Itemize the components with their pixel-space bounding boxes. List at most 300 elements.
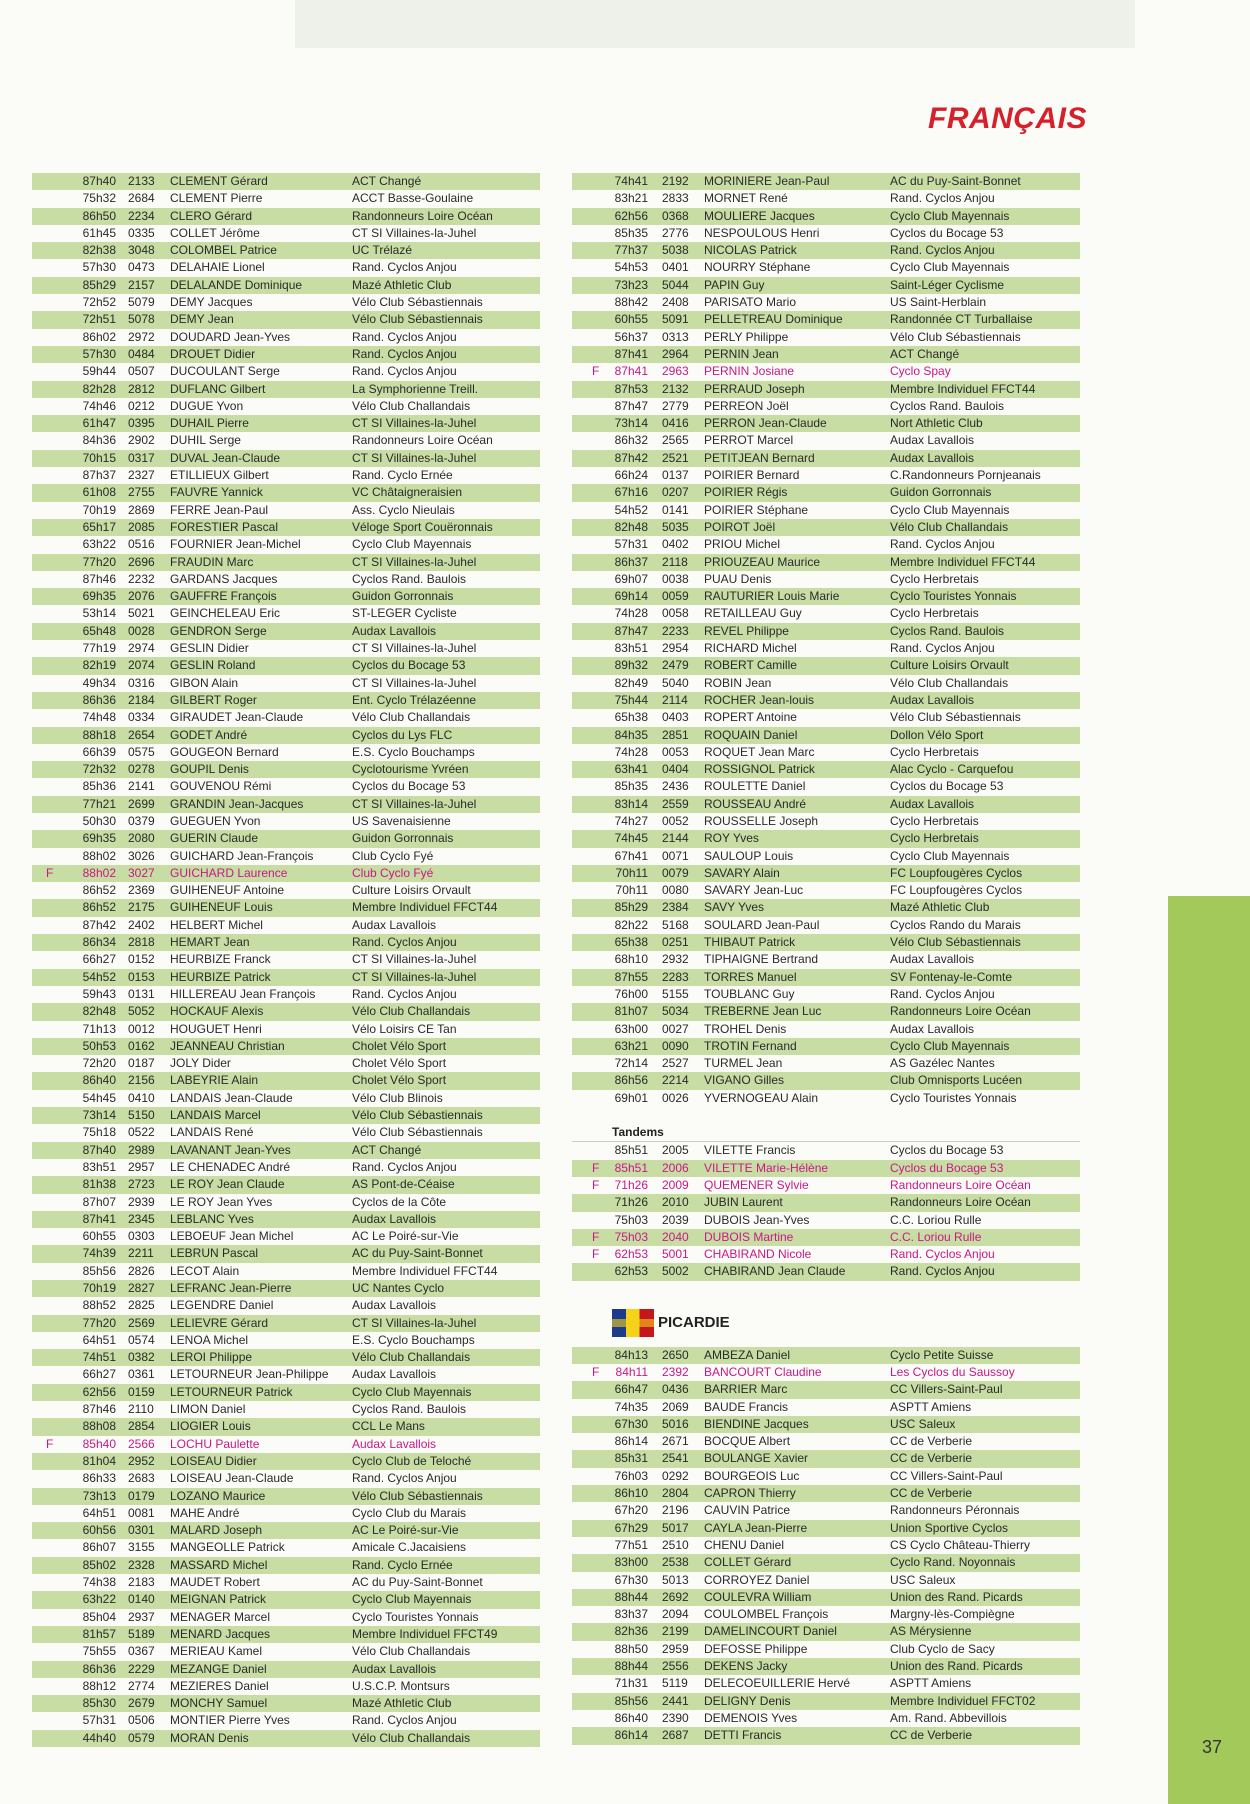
time-cell: 86h14 xyxy=(614,1434,648,1449)
time-cell: 86h07 xyxy=(82,1540,116,1555)
club-cell: Audax Lavallois xyxy=(352,1661,437,1676)
bib-cell: 2039 xyxy=(662,1212,689,1227)
time-cell: 67h30 xyxy=(614,1572,648,1587)
club-cell: Guidon Gorronnais xyxy=(890,485,992,500)
table-row xyxy=(32,969,540,986)
table-row xyxy=(572,1177,1080,1194)
bib-cell: 5091 xyxy=(662,312,689,327)
bib-cell: 0159 xyxy=(128,1384,155,1399)
club-cell: Cyclos du Bocage 53 xyxy=(890,1160,1004,1175)
bib-cell: 2076 xyxy=(128,589,155,604)
club-cell: Culture Loisirs Orvault xyxy=(890,658,1009,673)
club-cell: Amicale C.Jacaisiens xyxy=(352,1540,467,1555)
club-cell: CT SI Villaines-la-Juhel xyxy=(352,1315,477,1330)
bib-cell: 2183 xyxy=(128,1575,155,1590)
bib-cell: 2184 xyxy=(128,692,155,707)
club-cell: Saint-Léger Cyclisme xyxy=(890,277,1005,292)
time-cell: 82h19 xyxy=(82,658,116,673)
club-cell: Rand. Cyclos Anjou xyxy=(352,364,457,379)
club-cell: ACCT Basse-Goulaine xyxy=(352,191,474,206)
name-cell: ROUSSEAU André xyxy=(704,796,807,811)
club-cell: Mazé Athletic Club xyxy=(352,1696,452,1711)
time-cell: 85h56 xyxy=(614,1693,648,1708)
time-cell: 61h45 xyxy=(82,225,116,240)
bib-cell: 2902 xyxy=(128,433,155,448)
table-row xyxy=(32,259,540,276)
bib-cell: 2679 xyxy=(128,1696,155,1711)
table-row xyxy=(572,1520,1080,1537)
bib-cell: 2851 xyxy=(662,727,689,742)
club-cell: CT SI Villaines-la-Juhel xyxy=(352,416,477,431)
time-cell: 67h29 xyxy=(614,1520,648,1535)
table-row xyxy=(572,1416,1080,1433)
bib-cell: 2952 xyxy=(128,1453,155,1468)
table-row xyxy=(32,1626,540,1643)
table-row xyxy=(32,1038,540,1055)
name-cell: FORESTIER Pascal xyxy=(170,519,279,534)
table-row xyxy=(572,1485,1080,1502)
name-cell: TOUBLANC Guy xyxy=(704,986,795,1001)
time-cell: 66h24 xyxy=(614,468,648,483)
name-cell: DUHIL Serge xyxy=(170,433,241,448)
name-cell: MENARD Jacques xyxy=(170,1626,271,1641)
bib-cell: 5044 xyxy=(662,277,689,292)
table-row xyxy=(572,657,1080,674)
bib-cell: 2696 xyxy=(128,554,155,569)
table-row xyxy=(32,1021,540,1038)
time-cell: 65h48 xyxy=(82,623,116,638)
name-cell: GUICHARD Jean-François xyxy=(170,848,314,863)
time-cell: 63h22 xyxy=(82,1592,116,1607)
bib-cell: 3155 xyxy=(128,1540,155,1555)
name-cell: MONCHY Samuel xyxy=(170,1696,268,1711)
bib-cell: 0516 xyxy=(128,537,155,552)
table-row xyxy=(572,363,1080,380)
club-cell: CC Villers-Saint-Paul xyxy=(890,1382,1003,1397)
club-cell: Cyclo Herbretais xyxy=(890,744,979,759)
time-cell: 83h14 xyxy=(614,796,648,811)
table-row xyxy=(572,1675,1080,1692)
time-cell: 86h37 xyxy=(614,554,648,569)
name-cell: RICHARD Michel xyxy=(704,641,797,656)
name-cell: DEMY Jean xyxy=(170,312,234,327)
name-cell: LENOA Michel xyxy=(170,1332,249,1347)
bib-cell: 2565 xyxy=(662,433,689,448)
table-row xyxy=(32,1401,540,1418)
club-cell: Cyclos du Bocage 53 xyxy=(890,1143,1004,1158)
bib-cell: 2833 xyxy=(662,191,689,206)
club-cell: Vélo Club Challandais xyxy=(352,1644,471,1659)
bib-cell: 5002 xyxy=(662,1264,689,1279)
table-row xyxy=(572,623,1080,640)
table-row xyxy=(32,173,540,190)
time-cell: 75h55 xyxy=(82,1644,116,1659)
bib-cell: 0162 xyxy=(128,1038,155,1053)
table-row xyxy=(572,848,1080,865)
time-cell: 67h41 xyxy=(614,848,648,863)
time-cell: 87h41 xyxy=(614,364,648,379)
table-row xyxy=(572,1433,1080,1450)
name-cell: DEFOSSE Philippe xyxy=(704,1641,808,1656)
time-cell: 86h40 xyxy=(614,1710,648,1725)
table-row xyxy=(572,692,1080,709)
club-cell: Cyclo Petite Suisse xyxy=(890,1347,994,1362)
name-cell: LAVANANT Jean-Yves xyxy=(170,1142,291,1157)
table-row xyxy=(32,1453,540,1470)
bib-cell: 2854 xyxy=(128,1419,155,1434)
table-row xyxy=(32,363,540,380)
table-row xyxy=(32,432,540,449)
table-row xyxy=(572,311,1080,328)
tandems-heading: Tandems xyxy=(572,1124,1080,1142)
club-cell: Rand. Cyclos Anjou xyxy=(352,1471,457,1486)
table-row xyxy=(32,1055,540,1072)
name-cell: ROQUAIN Daniel xyxy=(704,727,798,742)
club-cell: Audax Lavallois xyxy=(352,623,437,638)
name-cell: DUHAIL Pierre xyxy=(170,416,249,431)
time-cell: 87h42 xyxy=(82,917,116,932)
time-cell: 83h51 xyxy=(82,1159,116,1174)
time-cell: 64h51 xyxy=(82,1505,116,1520)
table-row xyxy=(572,1537,1080,1554)
club-cell: Rand. Cyclos Anjou xyxy=(352,986,457,1001)
club-cell: AS Gazélec Nantes xyxy=(890,1056,995,1071)
bib-cell: 2402 xyxy=(128,917,155,932)
bib-cell: 2141 xyxy=(128,779,155,794)
club-cell: CC de Verberie xyxy=(890,1728,973,1743)
time-cell: 85h04 xyxy=(82,1609,116,1624)
name-cell: GODET André xyxy=(170,727,248,742)
name-cell: JOLY Dider xyxy=(170,1056,231,1071)
table-row xyxy=(572,1021,1080,1038)
time-cell: 74h28 xyxy=(614,606,648,621)
bib-cell: 0207 xyxy=(662,485,689,500)
header-band xyxy=(295,0,1135,48)
table-row xyxy=(572,1038,1080,1055)
time-cell: 82h38 xyxy=(82,243,116,258)
name-cell: DROUET Didier xyxy=(170,346,256,361)
club-cell: Cyclos de la Côte xyxy=(352,1194,447,1209)
time-cell: 73h14 xyxy=(82,1108,116,1123)
table-row xyxy=(572,432,1080,449)
table-row xyxy=(572,484,1080,501)
name-cell: BOURGEOIS Luc xyxy=(704,1468,800,1483)
club-cell: Vélo Club Sébastiennais xyxy=(352,1125,483,1140)
table-row xyxy=(32,1332,540,1349)
table-row xyxy=(32,951,540,968)
time-cell: 87h41 xyxy=(614,346,648,361)
club-cell: AS Pont-de-Céaise xyxy=(352,1177,455,1192)
table-row xyxy=(32,1557,540,1574)
time-cell: 87h46 xyxy=(82,571,116,586)
time-cell: 70h15 xyxy=(82,450,116,465)
bib-cell: 2233 xyxy=(662,623,689,638)
table-row xyxy=(572,1003,1080,1020)
table-row xyxy=(572,727,1080,744)
time-cell: 61h47 xyxy=(82,416,116,431)
time-cell: 88h44 xyxy=(614,1589,648,1604)
name-cell: HILLEREAU Jean François xyxy=(170,986,316,1001)
bib-cell: 2010 xyxy=(662,1195,689,1210)
bib-cell: 0071 xyxy=(662,848,689,863)
bib-cell: 2074 xyxy=(128,658,155,673)
club-cell: Véloge Sport Couëronnais xyxy=(352,519,493,534)
bib-cell: 0316 xyxy=(128,675,155,690)
time-cell: 87h47 xyxy=(614,623,648,638)
name-cell: GEINCHELEAU Eric xyxy=(170,606,281,621)
club-cell: CCL Le Mans xyxy=(352,1419,425,1434)
club-cell: Rand. Cyclos Anjou xyxy=(352,935,457,950)
bib-cell: 0058 xyxy=(662,606,689,621)
time-cell: 81h57 xyxy=(82,1626,116,1641)
table-row xyxy=(32,865,540,882)
table-row xyxy=(32,917,540,934)
club-cell: Cyclos du Bocage 53 xyxy=(352,779,466,794)
time-cell: 62h56 xyxy=(614,208,648,223)
name-cell: FOURNIER Jean-Michel xyxy=(170,537,301,552)
name-cell: BOCQUE Albert xyxy=(704,1434,791,1449)
bib-cell: 2556 xyxy=(662,1659,689,1674)
bib-cell: 0212 xyxy=(128,398,155,413)
bib-cell: 0473 xyxy=(128,260,155,275)
club-cell: AC du Puy-Saint-Bonnet xyxy=(352,1246,483,1261)
time-cell: 63h00 xyxy=(614,1021,648,1036)
table-row xyxy=(32,1142,540,1159)
bib-cell: 5040 xyxy=(662,675,689,690)
bib-cell: 0574 xyxy=(128,1332,155,1347)
time-cell: 54h52 xyxy=(614,502,648,517)
time-cell: 88h44 xyxy=(614,1659,648,1674)
table-row xyxy=(32,519,540,536)
table-row xyxy=(32,848,540,865)
bib-cell: 0334 xyxy=(128,710,155,725)
table-row xyxy=(572,1072,1080,1089)
name-cell: CLEMENT Pierre xyxy=(170,191,263,206)
time-cell: 84h35 xyxy=(614,727,648,742)
club-cell: Nort Athletic Club xyxy=(890,416,983,431)
bib-cell: 2214 xyxy=(662,1073,689,1088)
table-row xyxy=(572,1263,1080,1280)
bib-cell: 2156 xyxy=(128,1073,155,1088)
bib-cell: 2196 xyxy=(662,1503,689,1518)
picardie-flag-icon xyxy=(612,1309,654,1337)
table-row xyxy=(572,467,1080,484)
bib-cell: 2699 xyxy=(128,796,155,811)
table-row xyxy=(572,882,1080,899)
bib-cell: 2040 xyxy=(662,1229,689,1244)
table-row xyxy=(572,1450,1080,1467)
time-cell: 81h38 xyxy=(82,1177,116,1192)
time-cell: 70h19 xyxy=(82,1281,116,1295)
name-cell: COLLET Gérard xyxy=(704,1555,792,1570)
club-cell: Randonneurs Loire Océan xyxy=(890,1177,1031,1192)
time-cell: 74h27 xyxy=(614,813,648,828)
club-cell: ASPTT Amiens xyxy=(890,1676,972,1691)
results-column-left xyxy=(32,173,540,1747)
time-cell: 69h01 xyxy=(614,1090,648,1105)
club-cell: E.S. Cyclo Bouchamps xyxy=(352,744,475,759)
name-cell: LOCHU Paulette xyxy=(170,1436,260,1451)
table-row xyxy=(32,1488,540,1505)
table-row xyxy=(572,1468,1080,1485)
bib-cell: 0436 xyxy=(662,1382,689,1397)
club-cell: La Symphorienne Treill. xyxy=(352,381,479,396)
bib-cell: 0079 xyxy=(662,865,689,880)
table-row xyxy=(572,588,1080,605)
name-cell: DUBOIS Martine xyxy=(704,1229,794,1244)
sex-marker: F xyxy=(592,1229,600,1244)
table-row xyxy=(32,899,540,916)
table-row xyxy=(572,1055,1080,1072)
picardie-list xyxy=(572,1347,1080,1745)
table-row xyxy=(572,225,1080,242)
bib-cell: 2510 xyxy=(662,1537,689,1552)
table-row xyxy=(32,588,540,605)
name-cell: VIGANO Gilles xyxy=(704,1073,785,1088)
name-cell: JEANNEAU Christian xyxy=(170,1038,285,1053)
table-row xyxy=(32,1505,540,1522)
club-cell: Alac Cyclo - Carquefou xyxy=(890,762,1014,777)
name-cell: PERNIN Jean xyxy=(704,346,779,361)
name-cell: DUFLANC Gilbert xyxy=(170,381,266,396)
club-cell: Rand. Cyclos Anjou xyxy=(890,243,995,258)
bib-cell: 0401 xyxy=(662,260,689,275)
sex-marker: F xyxy=(592,1247,600,1262)
name-cell: TREBERNE Jean Luc xyxy=(704,1004,822,1019)
table-row xyxy=(572,415,1080,432)
time-cell: 67h30 xyxy=(614,1416,648,1431)
table-row xyxy=(32,502,540,519)
table-row xyxy=(32,986,540,1003)
name-cell: LEFRANC Jean-Pierre xyxy=(170,1281,292,1295)
club-cell: Randonnée CT Turballaise xyxy=(890,312,1033,327)
bib-cell: 2069 xyxy=(662,1399,689,1414)
bib-cell: 0410 xyxy=(128,1090,155,1105)
name-cell: PAPIN Guy xyxy=(704,277,765,292)
bib-cell: 2683 xyxy=(128,1471,155,1486)
name-cell: MAUDET Robert xyxy=(170,1575,260,1590)
time-cell: 85h30 xyxy=(82,1696,116,1711)
club-cell: Guidon Gorronnais xyxy=(352,831,454,846)
table-row xyxy=(32,882,540,899)
club-cell: CT SI Villaines-la-Juhel xyxy=(352,796,477,811)
name-cell: CAYLA Jean-Pierre xyxy=(704,1520,808,1535)
club-cell: Mazé Athletic Club xyxy=(890,900,990,915)
bib-cell: 2232 xyxy=(128,571,155,586)
bib-cell: 0027 xyxy=(662,1021,689,1036)
table-row xyxy=(572,1347,1080,1364)
spacer xyxy=(572,1107,1080,1124)
bib-cell: 2005 xyxy=(662,1143,689,1158)
bib-cell: 2132 xyxy=(662,381,689,396)
bib-cell: 2369 xyxy=(128,883,155,898)
name-cell: PETITJEAN Bernard xyxy=(704,450,815,465)
time-cell: 65h17 xyxy=(82,519,116,534)
bib-cell: 0313 xyxy=(662,329,689,344)
club-cell: FC Loupfougères Cyclos xyxy=(890,865,1023,880)
club-cell: UC Nantes Cyclo xyxy=(352,1281,445,1295)
table-row xyxy=(32,692,540,709)
table-row xyxy=(572,381,1080,398)
name-cell: MOULIERE Jacques xyxy=(704,208,815,223)
name-cell: AMBEZA Daniel xyxy=(704,1347,791,1362)
name-cell: LANDAIS René xyxy=(170,1125,254,1140)
bib-cell: 2825 xyxy=(128,1298,155,1313)
name-cell: POIRIER Stéphane xyxy=(704,502,809,517)
club-cell: CT SI Villaines-la-Juhel xyxy=(352,225,477,240)
bib-cell: 0038 xyxy=(662,571,689,586)
table-row xyxy=(32,1695,540,1712)
name-cell: ROPERT Antoine xyxy=(704,710,797,725)
table-row xyxy=(32,346,540,363)
time-cell: 54h53 xyxy=(614,260,648,275)
bib-cell: 0506 xyxy=(128,1713,155,1728)
time-cell: 88h12 xyxy=(82,1678,116,1693)
bib-cell: 5079 xyxy=(128,295,155,310)
bib-cell: 2566 xyxy=(128,1436,155,1451)
name-cell: CLEMENT Gérard xyxy=(170,174,268,188)
time-cell: 74h28 xyxy=(614,744,648,759)
time-cell: 60h55 xyxy=(614,312,648,327)
bib-cell: 2175 xyxy=(128,900,155,915)
time-cell: 85h31 xyxy=(614,1451,648,1466)
time-cell: 68h10 xyxy=(614,952,648,967)
time-cell: 88h42 xyxy=(614,295,648,310)
time-cell: 65h38 xyxy=(614,935,648,950)
time-cell: 74h45 xyxy=(614,831,648,846)
bib-cell: 0368 xyxy=(662,208,689,223)
club-cell: Club Omnisports Lucéen xyxy=(890,1073,1023,1088)
club-cell: Cyclo Club Mayennais xyxy=(352,537,472,552)
table-row xyxy=(572,709,1080,726)
name-cell: BARRIER Marc xyxy=(704,1382,788,1397)
name-cell: LOZANO Maurice xyxy=(170,1488,266,1503)
bib-cell: 0303 xyxy=(128,1229,155,1244)
time-cell: 83h21 xyxy=(614,191,648,206)
bib-cell: 2804 xyxy=(662,1486,689,1501)
tandems-list xyxy=(572,1142,1080,1280)
bib-cell: 5052 xyxy=(128,1004,155,1019)
club-cell: Rand. Cyclos Anjou xyxy=(890,191,995,206)
time-cell: 88h18 xyxy=(82,727,116,742)
table-row xyxy=(32,1661,540,1678)
table-row xyxy=(32,1072,540,1089)
name-cell: GUEGUEN Yvon xyxy=(170,813,261,828)
bib-cell: 2390 xyxy=(662,1710,689,1725)
table-row xyxy=(32,190,540,207)
bib-cell: 2826 xyxy=(128,1263,155,1278)
club-cell: CT SI Villaines-la-Juhel xyxy=(352,641,477,656)
name-cell: MALARD Joseph xyxy=(170,1523,263,1538)
time-cell: 54h45 xyxy=(82,1090,116,1105)
time-cell: 86h32 xyxy=(614,433,648,448)
page-edge-bar xyxy=(1168,896,1250,1804)
time-cell: 74h48 xyxy=(82,710,116,725)
table-row xyxy=(32,1609,540,1626)
table-row xyxy=(32,1090,540,1107)
name-cell: LE ROY Jean Yves xyxy=(170,1194,273,1209)
time-cell: 82h36 xyxy=(614,1624,648,1639)
name-cell: MORNET René xyxy=(704,191,788,206)
bib-cell: 2094 xyxy=(662,1607,689,1622)
bib-cell: 2234 xyxy=(128,208,155,223)
name-cell: COLOMBEL Patrice xyxy=(170,243,277,258)
table-row xyxy=(32,1643,540,1660)
bib-cell: 2283 xyxy=(662,969,689,984)
bib-cell: 0140 xyxy=(128,1592,155,1607)
club-cell: Rand. Cyclos Anjou xyxy=(352,346,457,361)
name-cell: COULEVRA William xyxy=(704,1589,812,1604)
